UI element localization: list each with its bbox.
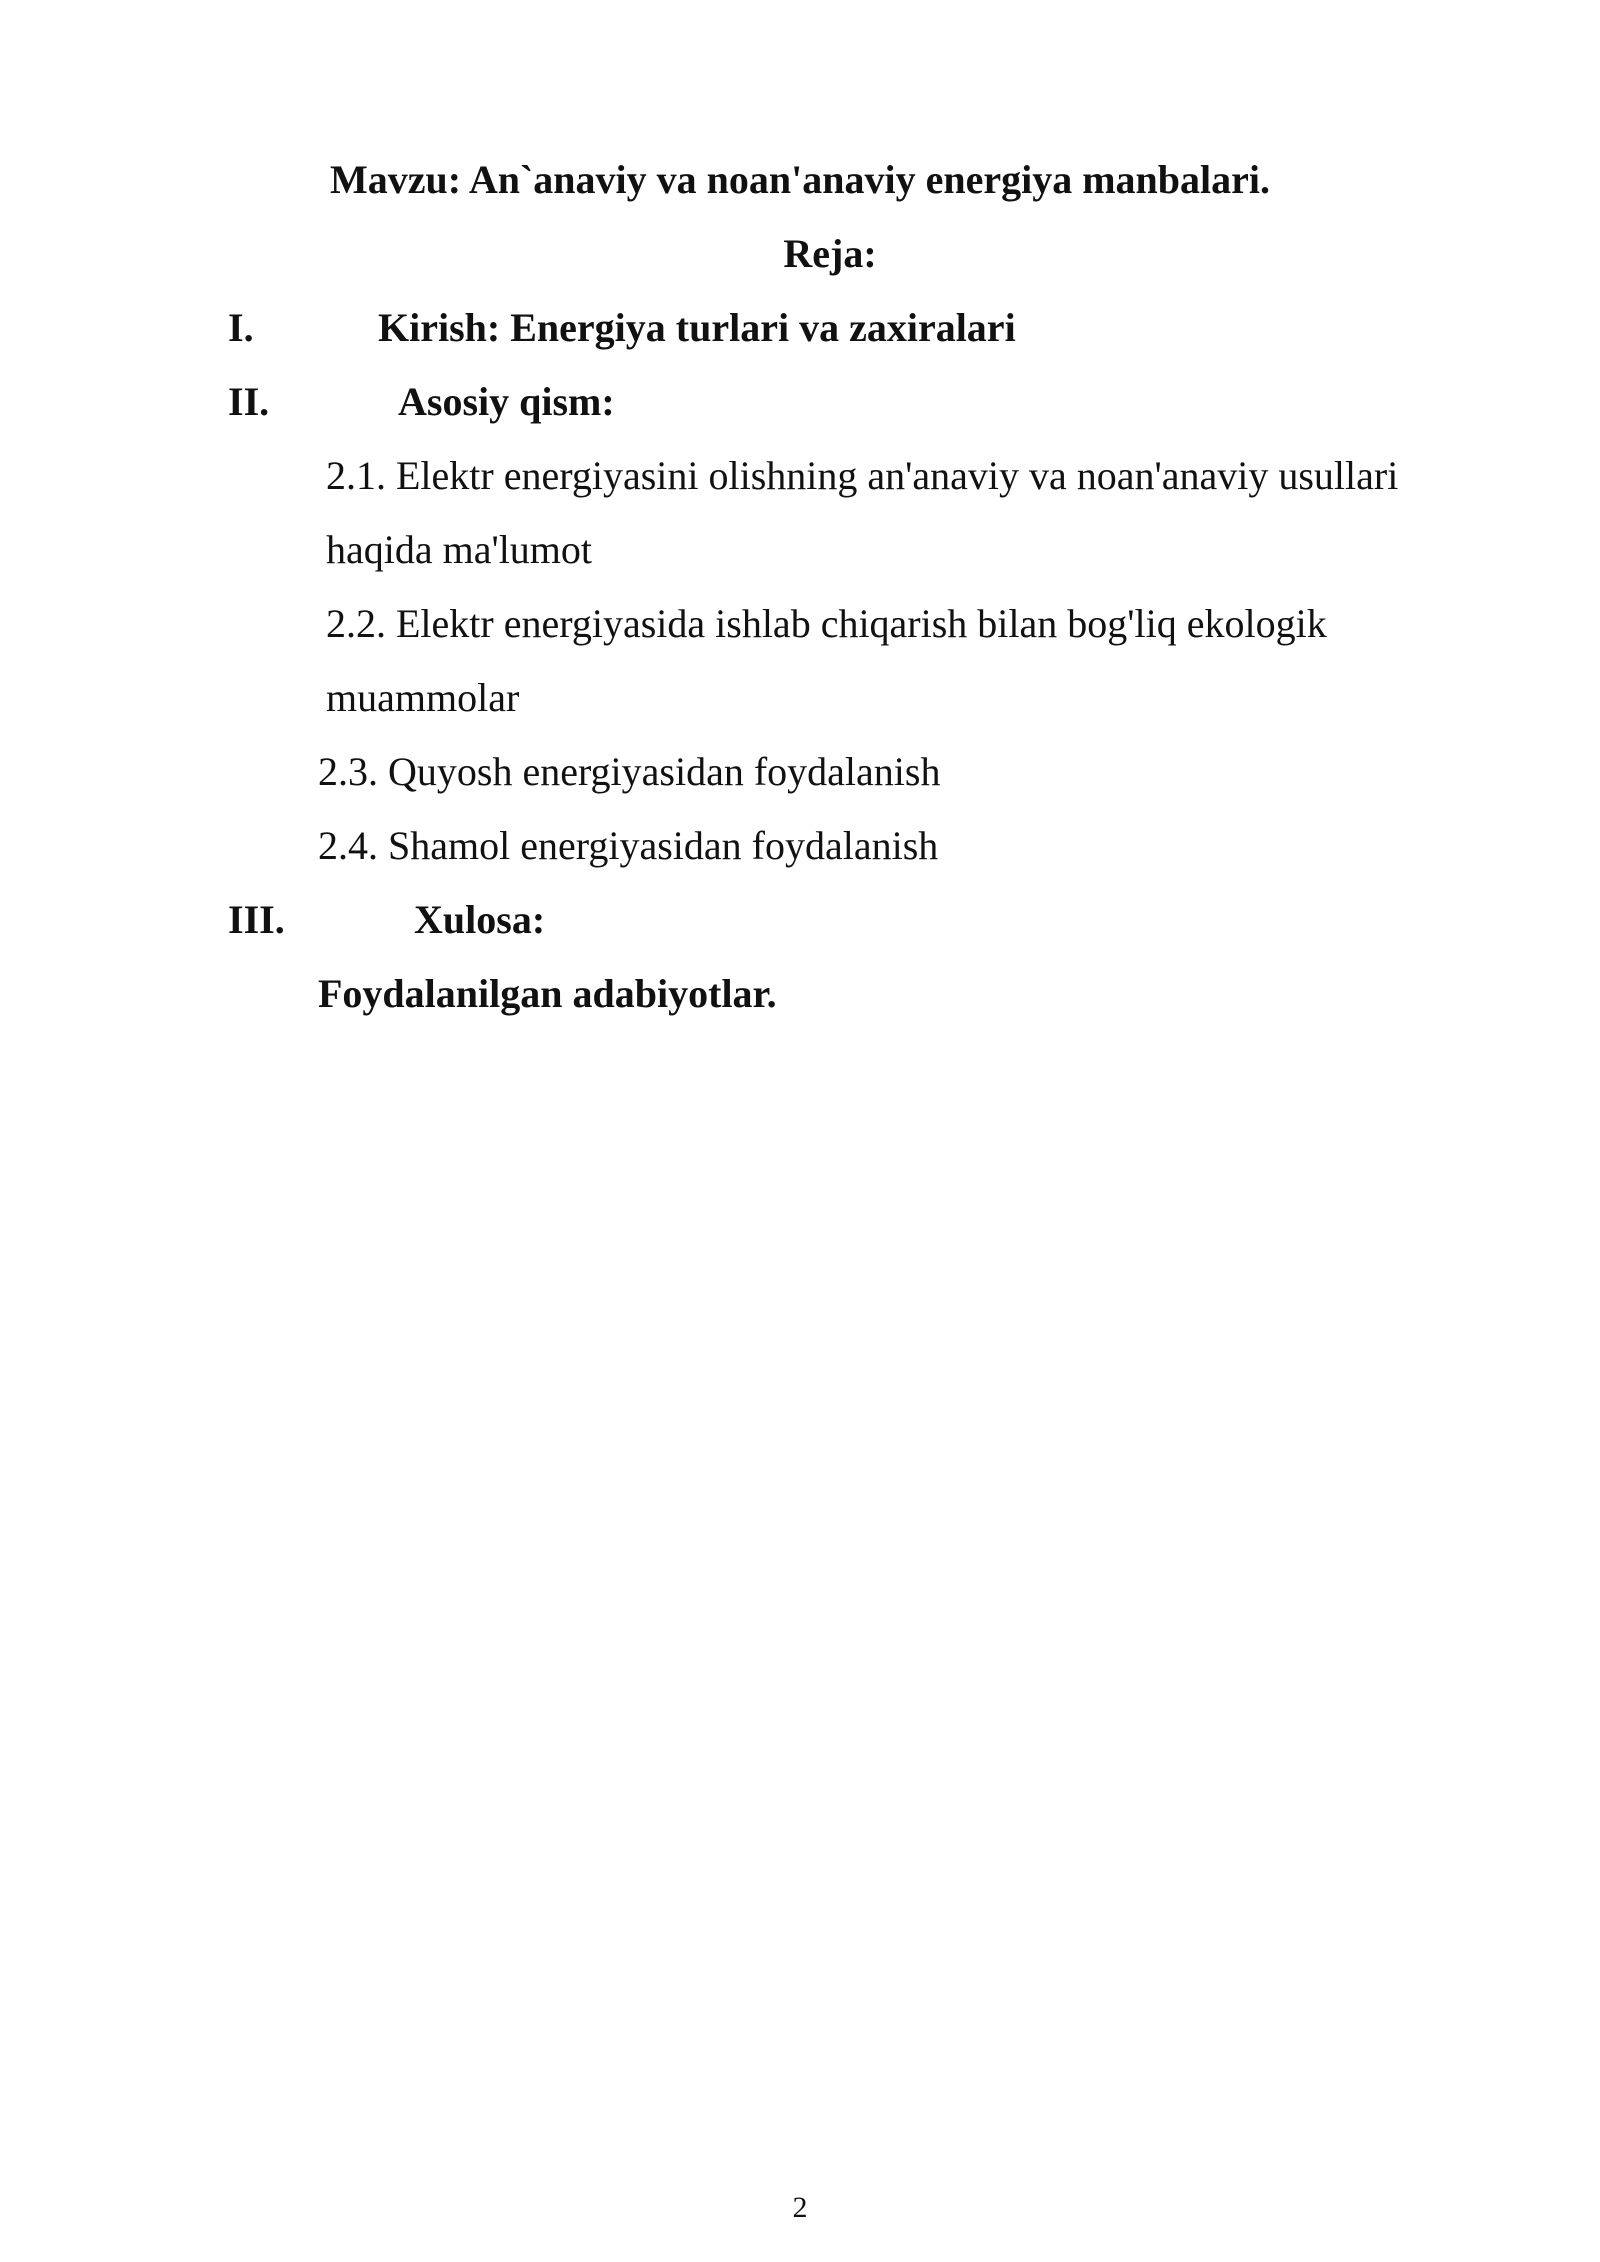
subsection-2-1-line1: 2.1. Elektr energiyasini olishning an'anaviy va noan'anaviy usullari xyxy=(326,453,1399,498)
document-title: Mavzu: An`anaviy va noan'anaviy energiya manbalari. xyxy=(329,157,1271,202)
subsection-2-4: 2.4. Shamol energiyasidan foydalanish xyxy=(318,823,939,868)
section-numeral-1: I. xyxy=(228,305,254,350)
subsection-2-2-line1: 2.2. Elektr energiyasida ishlab chiqarish bilan bog'liq ekologik xyxy=(326,601,1327,646)
section-numeral-2: II. xyxy=(228,379,270,424)
references-heading: Foydalanilgan adabiyotlar. xyxy=(318,971,777,1016)
page-number: 2 xyxy=(792,2191,808,2224)
plan-heading: Reja: xyxy=(783,231,877,276)
subsection-2-2-line2: muammolar xyxy=(326,675,520,720)
section-numeral-3: III. xyxy=(228,897,285,942)
subsection-2-1-line2: haqida ma'lumot xyxy=(326,527,593,572)
section-label-main: Asosiy qism: xyxy=(398,379,615,424)
section-label-conclusion: Xulosa: xyxy=(414,897,546,942)
subsection-2-3: 2.3. Quyosh energiyasidan foydalanish xyxy=(318,749,941,794)
section-label-intro: Kirish: Energiya turlari va zaxiralari xyxy=(378,305,1016,350)
